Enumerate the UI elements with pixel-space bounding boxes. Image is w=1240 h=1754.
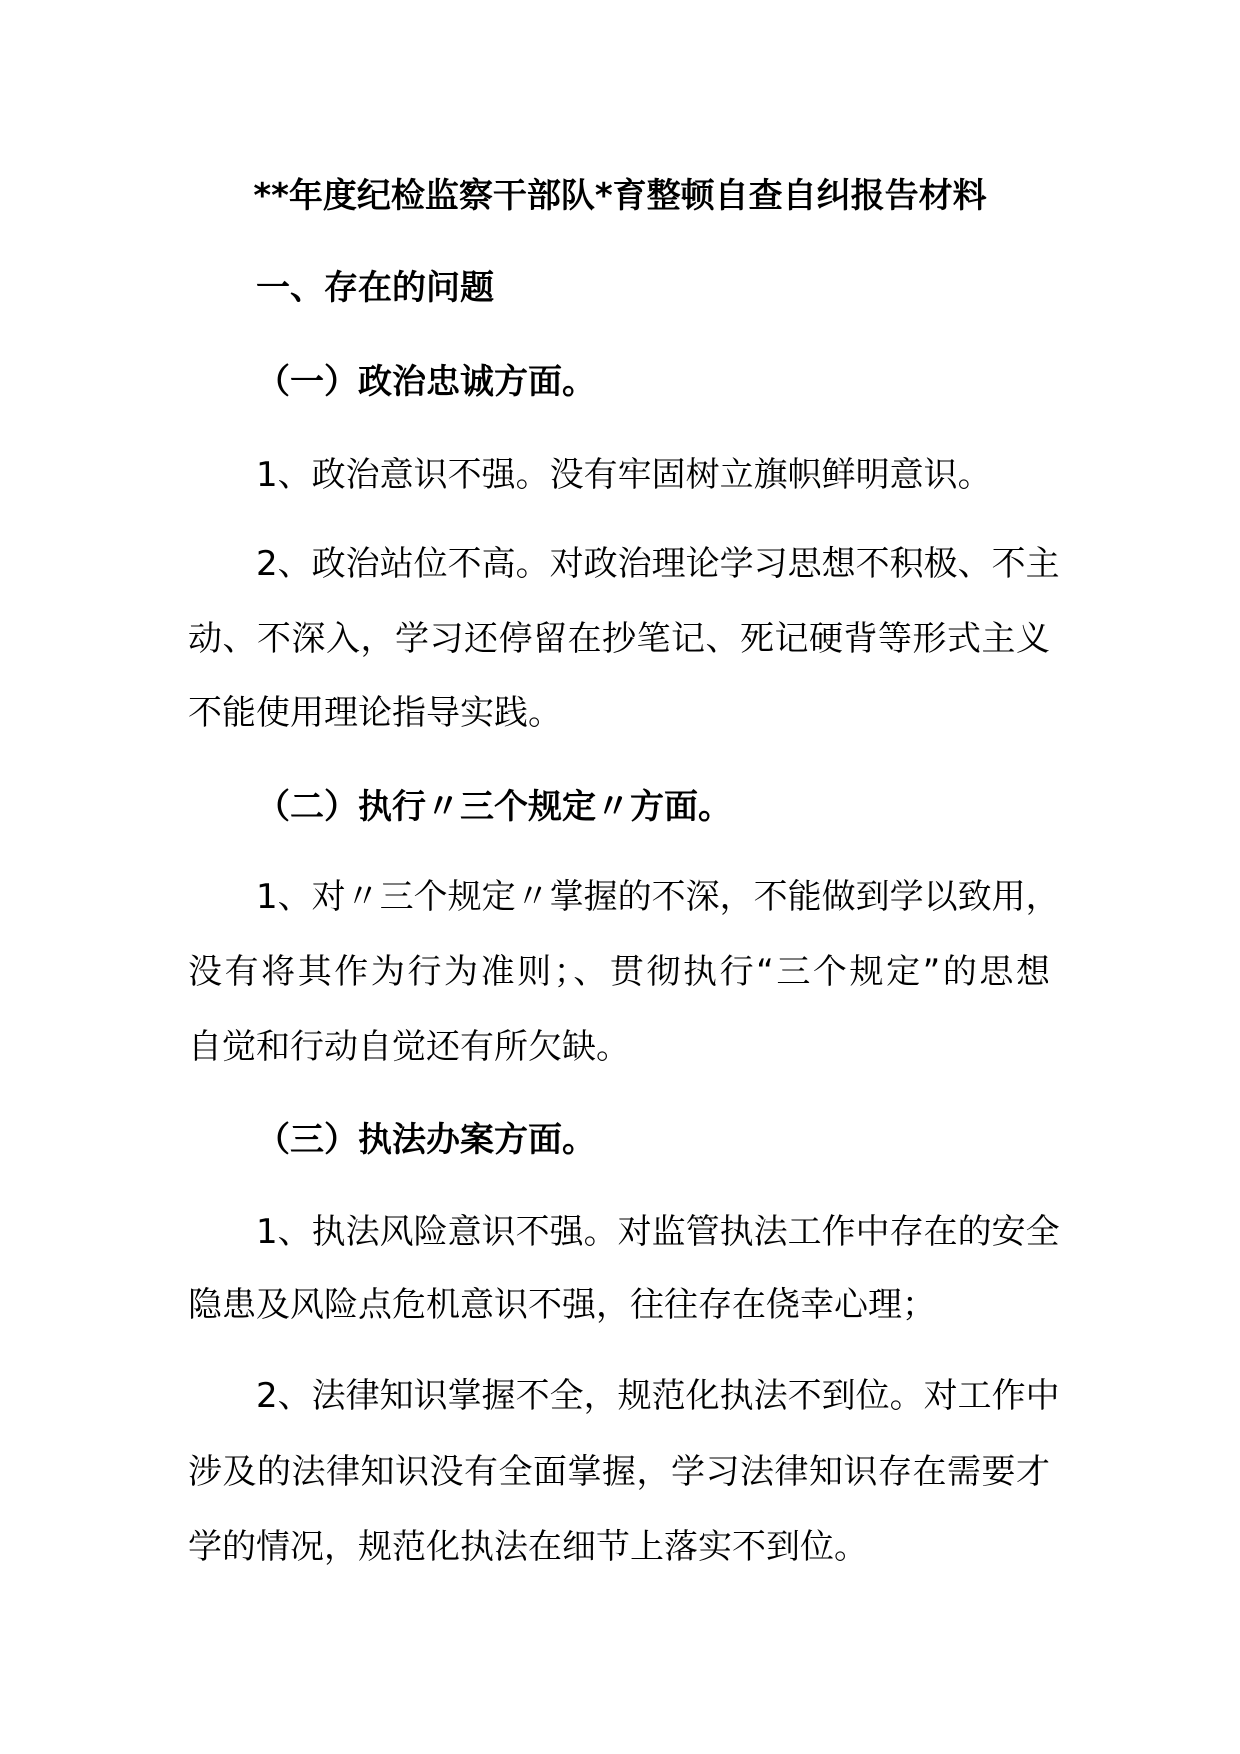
paragraph-line: 学的情况，规范化执法在细节上落实不到位。 xyxy=(188,1527,868,1567)
document-title: **年度纪检监察干部队*育整顿自查自纠报告材料 xyxy=(253,176,987,216)
subsection-heading: （二）执行〃三个规定〃方面。 xyxy=(256,787,732,827)
paragraph-line: 涉及的法律知识没有全面掌握，学习法律知识存在需要才 xyxy=(188,1452,1050,1492)
paragraph-line: 自觉和行动自觉还有所欠缺。 xyxy=(188,1027,630,1067)
subsection-heading: （一）政治忠诚方面。 xyxy=(256,362,596,402)
paragraph-line: 2、政治站位不高。对政治理论学习思想不积极、不主 xyxy=(256,544,1060,584)
paragraph-line: 1、对〃三个规定〃掌握的不深，不能做到学以致用， xyxy=(256,877,1060,917)
paragraph-line: 1、政治意识不强。没有牢固树立旗帜鲜明意识。 xyxy=(256,455,992,495)
paragraph-line: 动、不深入，学习还停留在抄笔记、死记硬背等形式主义 xyxy=(188,619,1050,659)
paragraph-line: 没有将其作为行为准则；、贯彻执行“三个规定”的思想 xyxy=(188,952,1050,992)
paragraph-line: 1、执法风险意识不强。对监管执法工作中存在的安全 xyxy=(256,1212,1060,1252)
paragraph-line: 2、法律知识掌握不全，规范化执法不到位。对工作中 xyxy=(256,1376,1060,1416)
section-heading: 一、存在的问题 xyxy=(256,268,494,308)
paragraph-line: 不能使用理论指导实践。 xyxy=(188,693,562,733)
paragraph-line: 隐患及风险点危机意识不强，往往存在侥幸心理； xyxy=(188,1285,936,1325)
subsection-heading: （三）执法办案方面。 xyxy=(256,1120,596,1160)
